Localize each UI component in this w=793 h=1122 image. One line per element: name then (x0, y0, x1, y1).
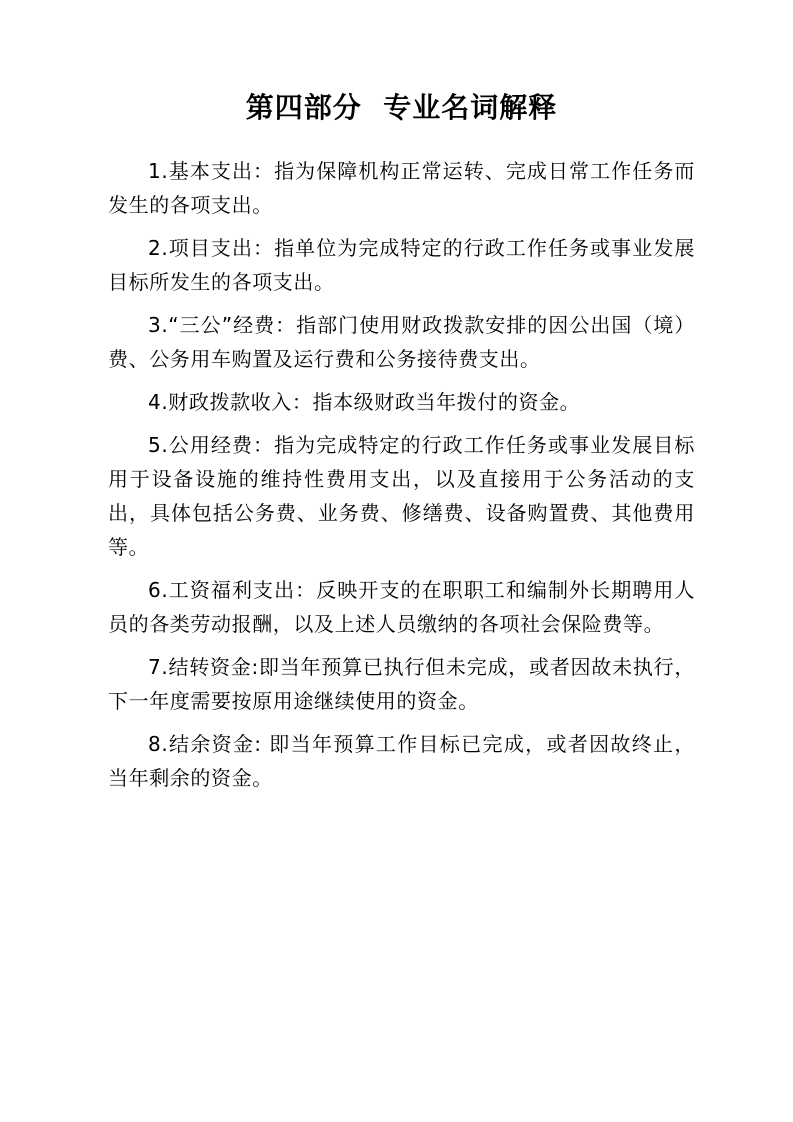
glossary-definition: 即当年预算工作目标已完成，或者因故终止，当年剩余的资金。 (108, 732, 695, 790)
glossary-item (108, 650, 695, 718)
glossary-definition: 指为保障机构正常运转、完成日常工作任务而发生的各项支出。 (108, 159, 695, 217)
glossary-definition: 反映开支的在职职工和编制外长期聘用人员的各类劳动报酬，以及上述人员缴纳的各项社会保险费等。 (108, 578, 695, 636)
glossary-definition: 指单位为完成特定的行政工作任务或事业发展目标所发生的各项支出。 (108, 236, 695, 294)
glossary-item (108, 385, 695, 419)
glossary-item (108, 308, 695, 376)
glossary-item (108, 573, 695, 641)
glossary-definition: 即当年预算已执行但未完成，或者因故未执行，下一年度需要按原用途继续使用的资金。 (108, 655, 695, 713)
glossary-term: 5.公用经费： (148, 433, 275, 457)
glossary-term: 7.结转资金: (148, 655, 259, 679)
glossary-term: 3.“三公”经费： (148, 313, 297, 337)
glossary-definition: 指本级财政当年拨付的资金。 (312, 390, 581, 414)
glossary-term: 2.项目支出： (148, 236, 275, 260)
glossary-term: 4.财政拨款收入： (148, 390, 313, 414)
page-title: 第四部分 专业名词解释 (245, 91, 558, 124)
glossary-term: 8.结余资金: (148, 732, 262, 756)
glossary-term: 6.工资福利支出： (148, 578, 317, 602)
glossary-item (108, 154, 695, 222)
glossary-item (108, 428, 695, 564)
glossary-item (108, 231, 695, 299)
glossary-item (108, 727, 695, 795)
glossary-term: 1.基本支出： (148, 159, 275, 183)
glossary-definition: 指部门使用财政拨款安排的因公出国（境）费、公务用车购置及运行费和公务接待费支出。 (108, 313, 695, 371)
glossary-definition: 指为完成特定的行政工作任务或事业发展目标用于设备设施的维持性费用支出，以及直接用于公务活动的支出，具体包括公务费、业务费、修缮费、设备购置费、其他费用等。 (108, 433, 695, 559)
glossary-list (108, 154, 695, 795)
